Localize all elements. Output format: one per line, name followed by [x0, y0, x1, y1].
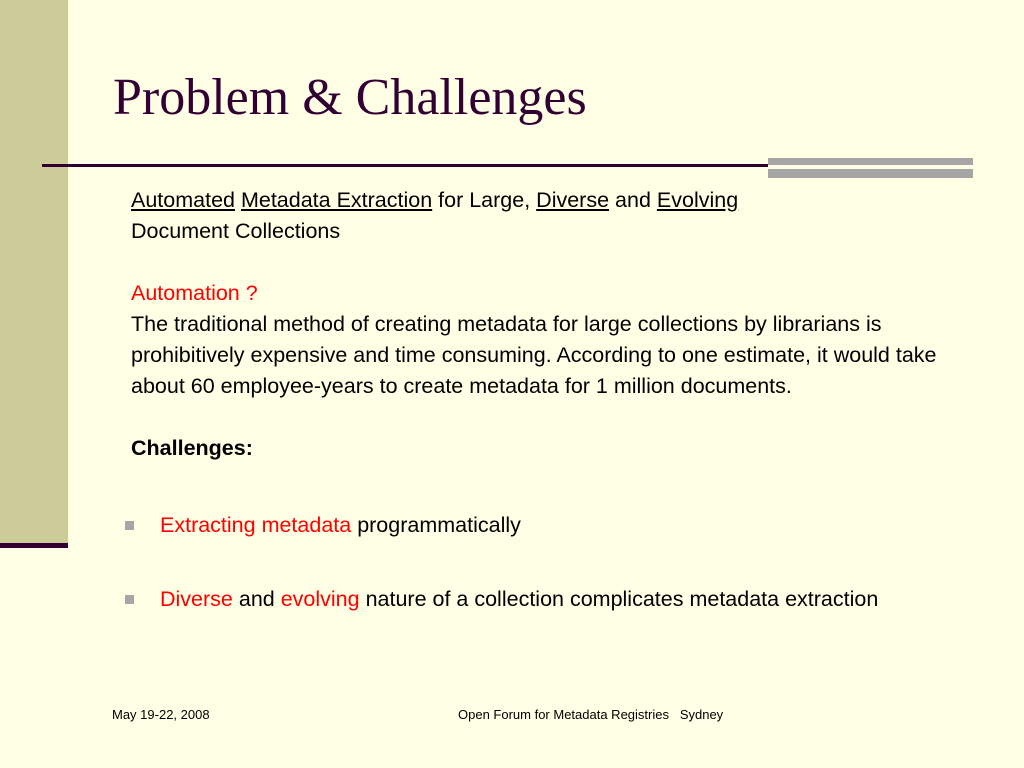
intro-line-2: Document Collections — [131, 219, 341, 243]
automation-body: The traditional method of creating metadata for large collections by librarians is prohibitively expensive and time consuming. According to one estimate, it would take about 60 employee-years to create metadata for 1 million documents. — [131, 312, 937, 398]
accent-bars — [768, 158, 973, 178]
footer-date: May 19-22, 2008 — [112, 707, 210, 722]
challenge-bullet-1 — [125, 510, 915, 541]
left-decorative-band — [0, 0, 68, 545]
bullet-text — [160, 510, 915, 541]
slide-body — [131, 185, 981, 464]
bullet-mid: and — [232, 587, 281, 611]
left-band-underline — [0, 543, 68, 548]
bullet-square-icon — [125, 595, 134, 604]
intro-metadata-extraction: Metadata Extraction — [240, 188, 433, 212]
bullet-highlight-diverse: Diverse — [160, 587, 233, 611]
intro-and: and — [609, 188, 657, 212]
challenges-heading: Challenges: — [131, 436, 253, 460]
accent-bar-bottom — [768, 169, 973, 178]
intro-for-large: for Large, — [432, 188, 537, 212]
intro-automated: Automated — [131, 188, 235, 212]
bullet-highlight-evolving: evolving — [280, 587, 360, 611]
slide-title: Problem & Challenges — [113, 69, 587, 126]
bullet-rest: nature of a collection complicates metadata extraction — [359, 587, 879, 611]
intro-diverse: Diverse — [536, 188, 610, 212]
bullet-text — [160, 584, 915, 615]
spacer — [131, 402, 981, 433]
bullet-rest: programmatically — [351, 513, 521, 537]
challenge-bullet-2 — [125, 584, 915, 615]
automation-heading: Automation ? — [131, 281, 258, 305]
spacer — [131, 247, 981, 278]
footer-event: Open Forum for Metadata Registries Sydney — [458, 707, 724, 722]
bullet-highlight: Extracting metadata — [160, 513, 352, 537]
intro-line-1 — [131, 185, 981, 216]
accent-bar-top — [768, 158, 973, 165]
title-divider — [42, 164, 768, 167]
intro-evolving: Evolving — [656, 188, 739, 212]
bullet-square-icon — [125, 521, 134, 530]
